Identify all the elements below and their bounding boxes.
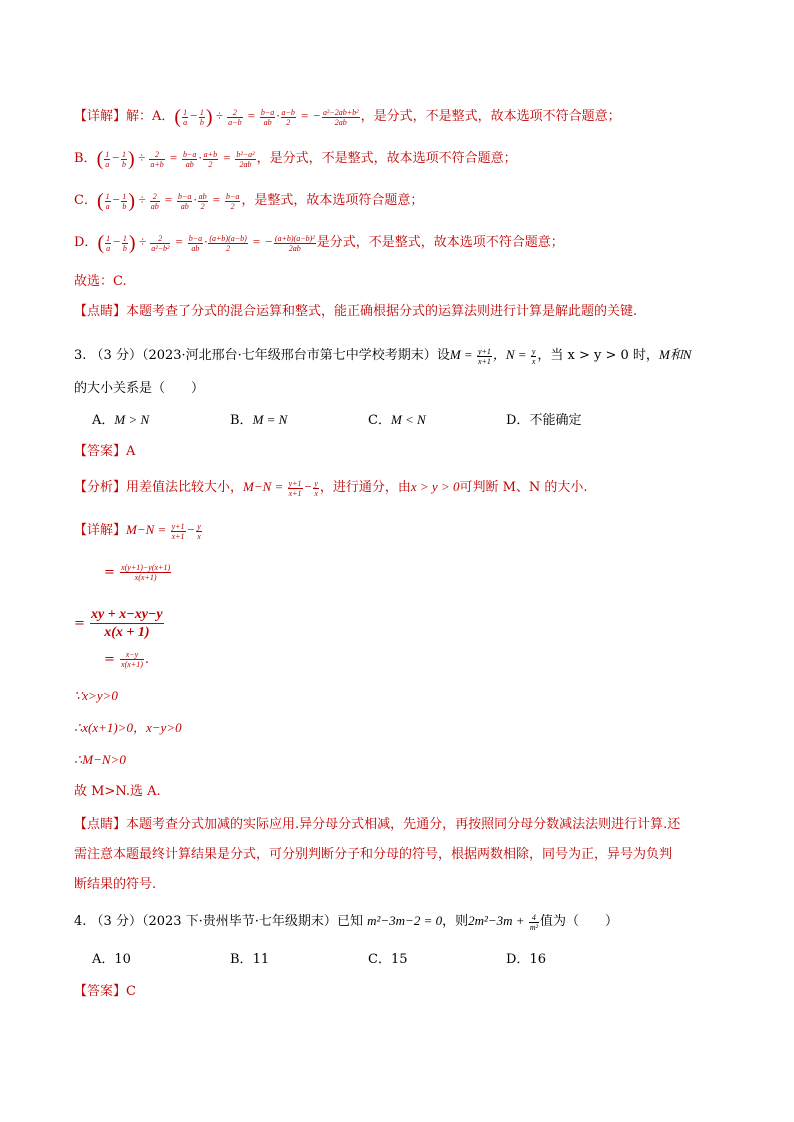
q4-option-c: C．15 <box>368 952 408 967</box>
q2-detail-line-d: D．( $\frac{1}{a}$ − $\frac{1}{b}$ ) ÷ $\frac{2}{\text{a²−b²}}$ = $\frac{b-a}{ab}$ · $\frac{(a+b)(a-b)}{2}$ = − $\frac{\text{(a+b)(a−b)²}}{2ab}$ 是分式，不是整式，故本选项不符合题意； <box>74 232 564 255</box>
q2-detail-tag: 【详解】 <box>74 109 127 124</box>
q3-step-2: = $\frac{xy + x-xy-y}{x(x + 1)}$ <box>74 607 163 640</box>
q4-option-b: B．11 <box>230 952 270 967</box>
q3-stem: 3. （3 分）（2023·河北邢台·七年级邢台市第七中学校考期末）设M = $\frac{y+1}{x+1}$ ，N = $\frac{y}{x}$ ，当 x > y > 0 时，M和N <box>74 346 692 366</box>
q3-conclusion: 故 M>N.选 A. <box>74 784 161 799</box>
q2-choice: 故选：C. <box>74 274 127 289</box>
q3-step-3: = $\frac{x-y}{x(x+1)}$ . <box>104 650 150 669</box>
q3-therefore-1: ∴x(x+1)>0，x−y>0 <box>74 720 182 735</box>
q3-step-1: = $\frac{x(y+1)-y(x+1)}{x(x+1)}$ <box>104 563 171 582</box>
q3-detail: 【详解】M−N = $\frac{y+1}{x+1}$ − $\frac{y}{x}$ <box>74 521 201 541</box>
q4-answer: 【答案】C <box>74 984 136 999</box>
q3-option-c: C．M < N <box>368 412 426 428</box>
q2-detail-line-b: B．( $\frac{1}{a}$ − $\frac{1}{b}$ ) ÷ $\frac{2}{a+b}$ = $\frac{b-a}{ab}$ · $\frac{a+b}{2}$ = $\frac{\text{b²−a²}}{2ab}$ ，是分式，不是整式，故本选项不符合题意； <box>74 148 517 171</box>
q3-comment-line-2: 需注意本题最终计算结果是分式，可分别判断分子和分母的符号，根据两数相除，同号为正，异号为负判 <box>74 847 673 862</box>
q4-stem: 4. （3 分）（2023 下·贵州毕节·七年级期末）已知 m²−3m−2 = 0，则2m²−3m + $\frac{4}{\text{m²}}$ 值为（ ） <box>74 912 619 932</box>
q4-option-a: A．10 <box>92 952 131 967</box>
q3-because: ∵x>y>0 <box>74 688 118 703</box>
q3-therefore-2: ∴M−N>0 <box>74 752 126 767</box>
q3-option-a: A．M > N <box>92 412 150 428</box>
q2-detail-line-c: C．( $\frac{1}{a}$ − $\frac{1}{b}$ ) ÷ $\frac{2}{ab}$ = $\frac{b-a}{ab}$ · $\frac{ab}{2}$ = $\frac{b-a}{2}$ ，是整式，故本选项符合题意； <box>74 190 424 213</box>
q3-option-b: B．M = N <box>230 412 288 428</box>
q3-stem-cont: 的大小关系是（ ） <box>74 381 205 396</box>
q2-comment: 【点睛】本题考查了分式的混合运算和整式，能正确根据分式的运算法则进行计算是解此题的关键. <box>74 304 638 319</box>
q3-option-d: D．不能确定 <box>506 413 582 428</box>
q3-comment-line-3: 断结果的符号. <box>74 877 157 892</box>
q3-options <box>92 410 581 431</box>
q3-analysis: 【分析】用差值法比较大小，M−N = $\frac{y+1}{x+1}$ − $\frac{y}{x}$ ，进行通分，由x > y > 0可判断 M、N 的大小. <box>74 478 588 498</box>
q3-number: 3. <box>74 348 87 363</box>
q3-answer: 【答案】A <box>74 444 136 459</box>
q4-number: 4. <box>74 914 87 929</box>
q2-detail-line-a: 【详解】解：A．( $\frac{1}{a}$ − $\frac{1}{b}$ ) ÷ $\frac{2}{a-b}$ = $\frac{b-a}{ab}$ · $\frac{a-b}{2}$ = − $\frac{\text{a²−2ab+b²}}{2ab}$ ，是分式，不是整式，故本选项不符合题意； <box>74 106 621 129</box>
q4-option-d: D．16 <box>506 952 546 967</box>
q4-options <box>92 950 546 970</box>
q3-comment-line-1: 【点睛】本题考查分式加减的实际应用.异分母分式相减，先通分，再按照同分母分数减法法则进行计算.还 <box>74 817 681 832</box>
